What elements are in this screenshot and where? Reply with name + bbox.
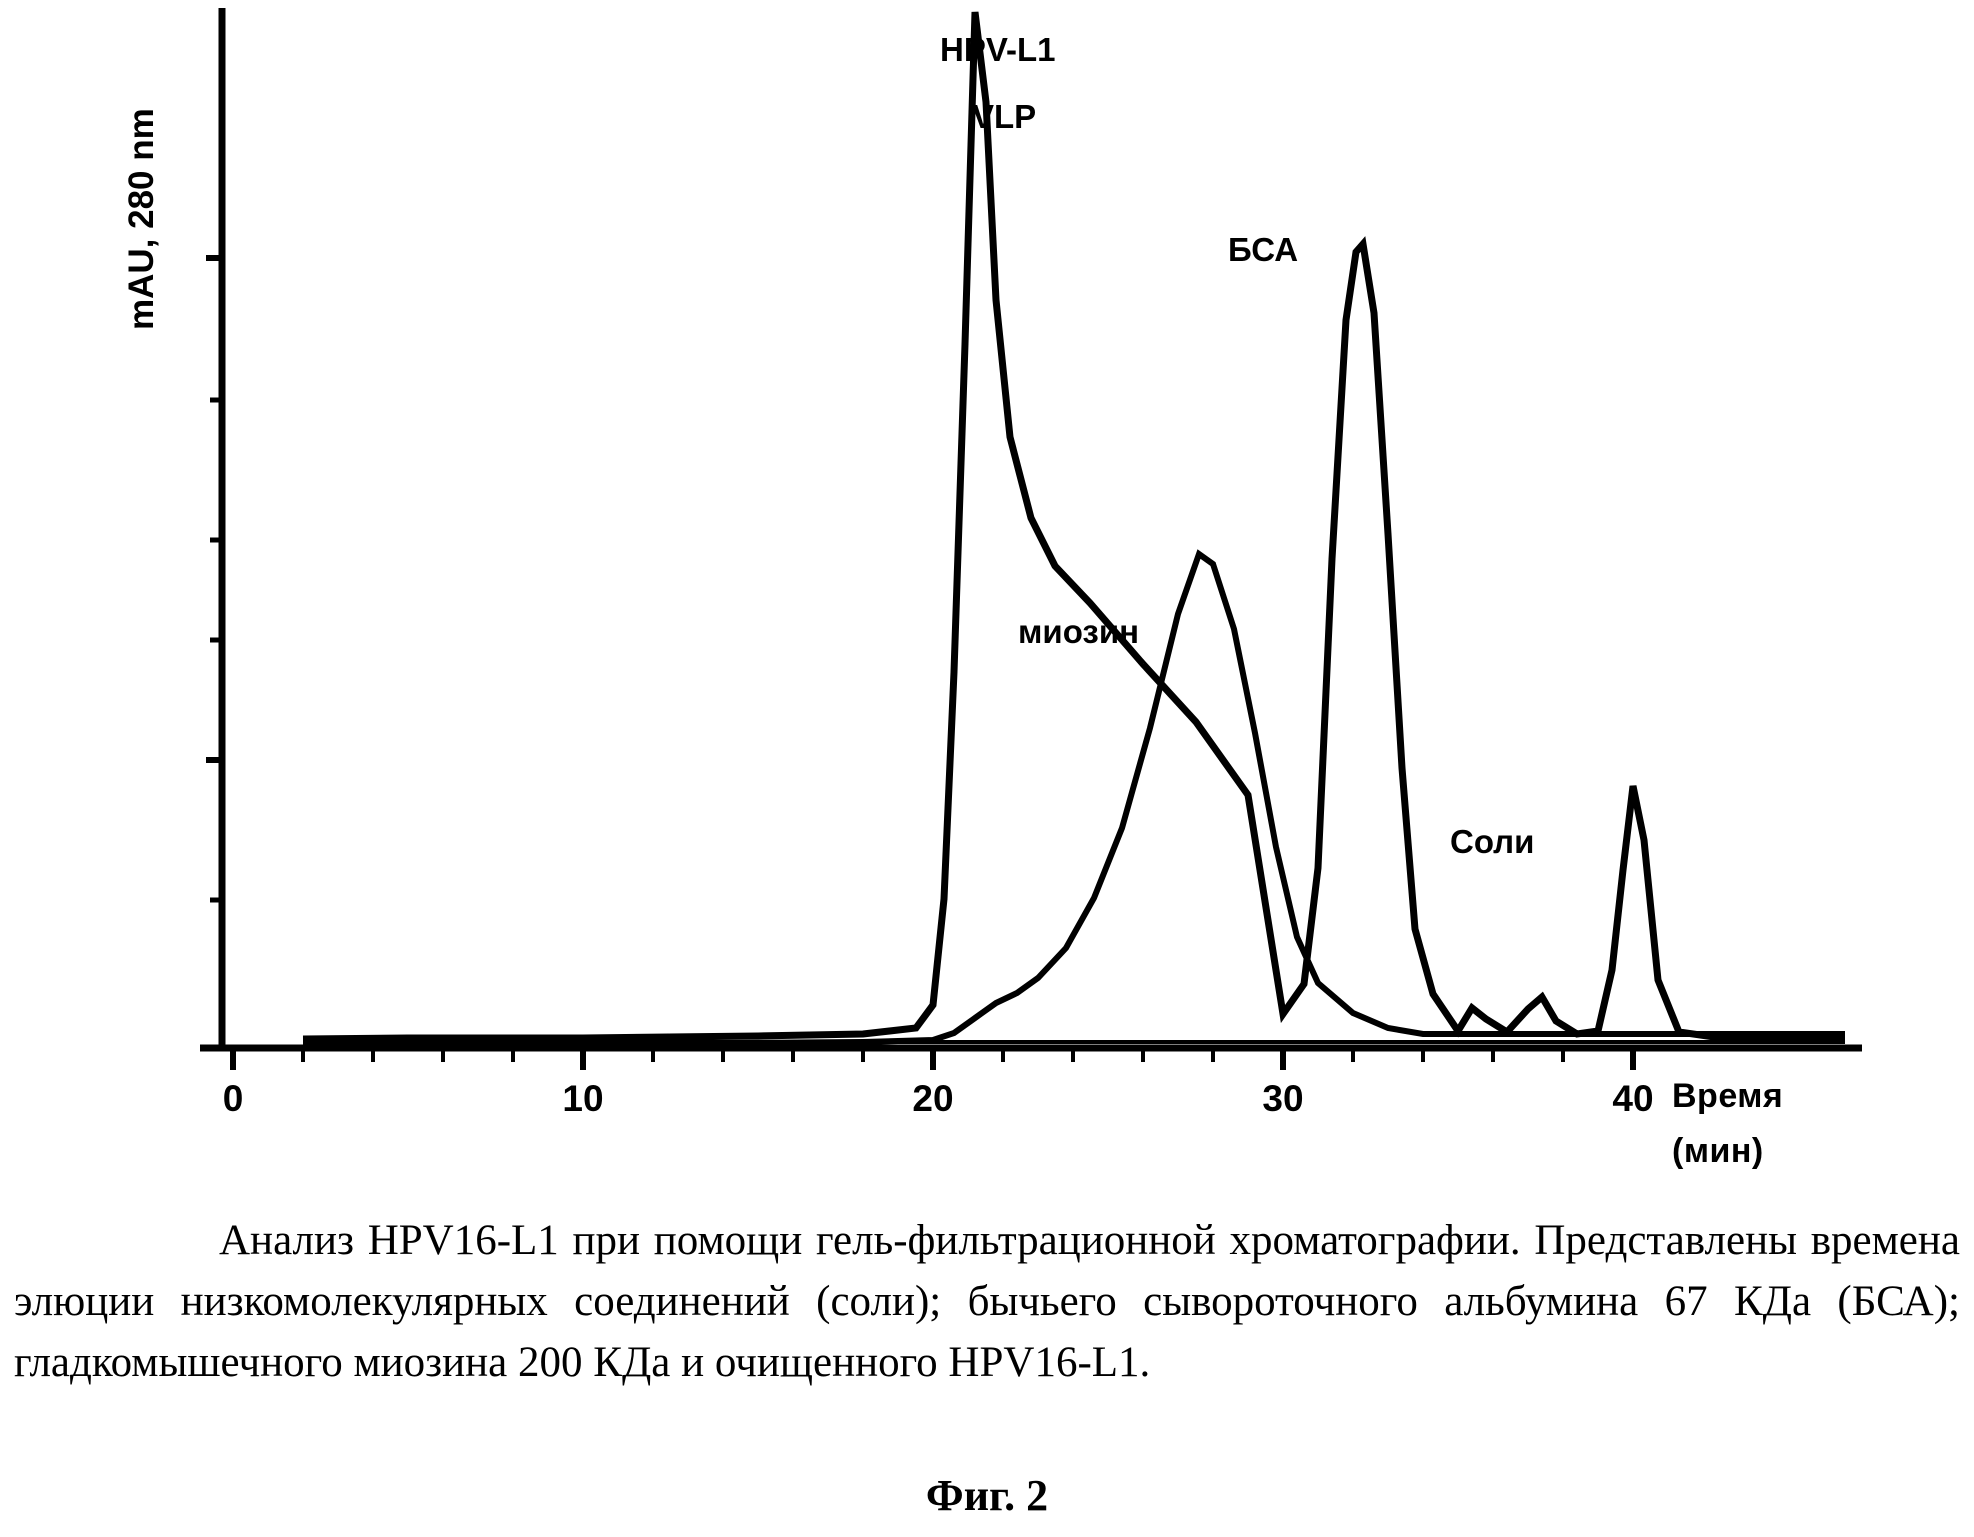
x-tick-label-10: 10 xyxy=(562,1078,604,1119)
x-tick-label-0: 0 xyxy=(222,1078,244,1119)
figure-caption-text: Анализ HPV16-L1 при помощи гель-фильтрационной хроматографии. Представлены времена элюции низкомолекулярных соединений (соли); бычьего сывороточного альбумина 67 КДа (БСА); гладкомышечного миозина 200 КДа и очищенного HPV16-L1. xyxy=(14,1217,1960,1387)
series-hpv-l1-vlp xyxy=(303,12,1845,1039)
y-axis-label: mAU, 280 nm xyxy=(122,108,161,330)
annotation-hpv-l1-line1: HPV-L1 xyxy=(940,31,1056,68)
annotation-hpv-l1-line2: VLP xyxy=(972,98,1037,135)
figure-number: Фиг. 2 xyxy=(925,1471,1049,1520)
annotation-myosin: миозин xyxy=(1018,613,1140,650)
annotation-bsa: БСА xyxy=(1228,231,1299,268)
x-axis-label-line1: Время xyxy=(1672,1077,1784,1115)
x-tick-label-20: 20 xyxy=(912,1078,954,1119)
x-axis-label-line2: (мин) xyxy=(1672,1132,1764,1170)
annotation-salts: Соли xyxy=(1450,823,1535,860)
x-tick-label-40: 40 xyxy=(1612,1078,1654,1119)
figure-caption xyxy=(0,1210,1974,1393)
x-tick-label-30: 30 xyxy=(1262,1078,1304,1119)
